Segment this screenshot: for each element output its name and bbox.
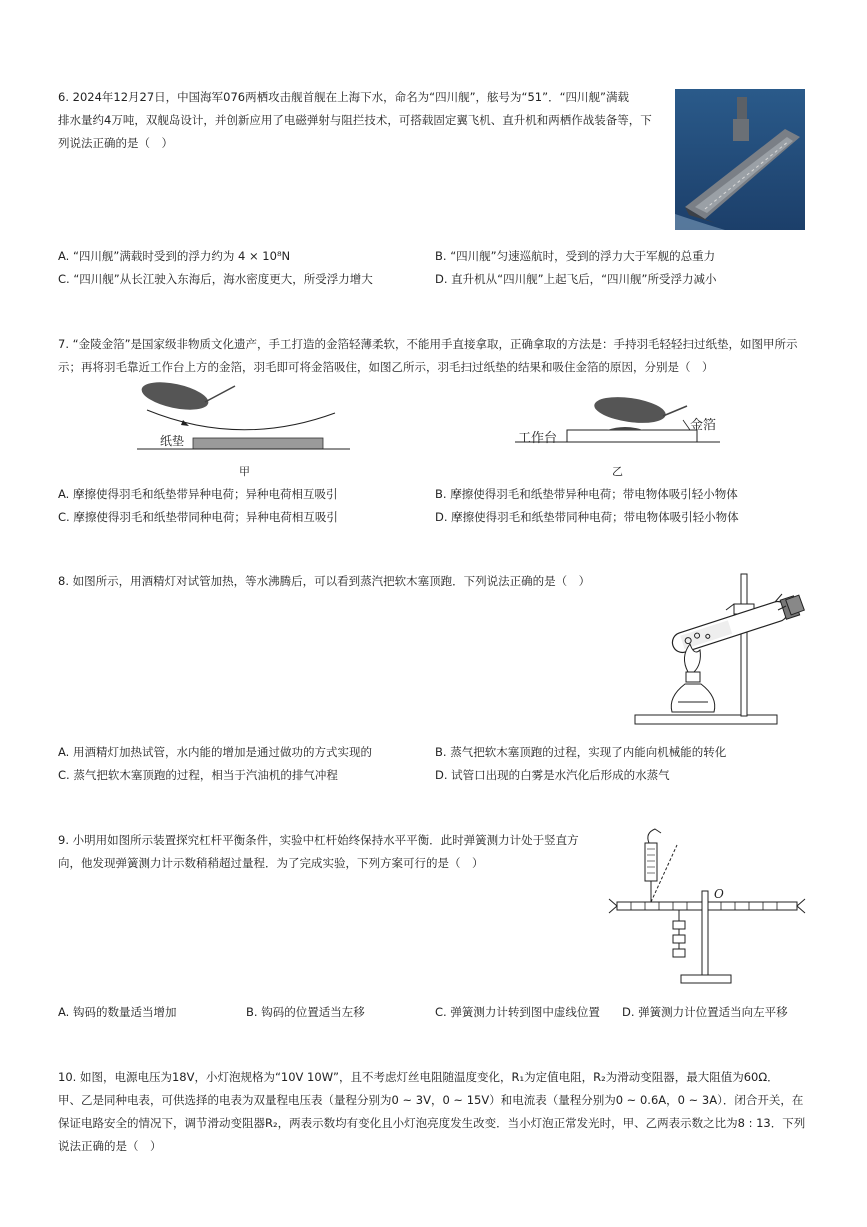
q7-option-d[interactable]: D. 摩擦使得羽毛和纸垫带同种电荷；带电物体吸引轻小物体 [435, 510, 739, 524]
q10-line-4: 说法正确的是（ ） [58, 1139, 162, 1153]
q9-line-2: 向，他发现弹簧测力计示数稍稍超过量程．为了完成实验，下列方案可行的是（ ） [58, 856, 484, 870]
figure-lever-apparatus [605, 825, 810, 990]
label-paper-pad: 纸垫 [160, 434, 185, 448]
q9-option-d[interactable]: D. 弹簧测力计位置适当向左平移 [622, 1005, 788, 1019]
q8-line-1: 8. 如图所示，用酒精灯对试管加热，等水沸腾后，可以看到蒸汽把软木塞顶跑．下列说法正确的是（ ） [58, 574, 591, 588]
q10-line-2: 甲、乙是同种电表，可供选择的电表为双量程电压表（量程分别为0 ~ 3V，0 ~ 15V）和电流表（量程分别为0 ~ 0.6A，0 ~ 3A）．闭合开关，在 [58, 1093, 804, 1107]
caption-yi: 乙 [612, 465, 623, 478]
q9-stem [58, 829, 579, 875]
q6-option-a[interactable]: A. “四川舰”满载时受到的浮力约为 4 × 10⁸N [58, 249, 291, 263]
q7-line-1: 7. “金陵金箔”是国家级非物质文化遗产，手工打造的金箔轻薄柔软，不能用手直接拿取，正确拿取的方法是：手持羽毛轻轻扫过纸垫，如图甲所示 [58, 337, 798, 351]
q6-line-1: 6. 2024年12月27日，中国海军076两栖攻击舰首舰在上海下水，命名为“四川舰”，舷号为“51”．“四川舰”满载 [58, 90, 629, 104]
q8-option-b[interactable]: B. 蒸气把软木塞顶跑的过程，实现了内能向机械能的转化 [435, 745, 727, 759]
q10-stem [58, 1066, 805, 1158]
q8-option-a[interactable]: A. 用酒精灯加热试管，水内能的增加是通过做功的方式实现的 [58, 745, 372, 759]
q9-option-c[interactable]: C. 弹簧测力计转到图中虚线位置 [435, 1005, 600, 1019]
label-work-table: 工作台 [518, 431, 558, 446]
q7-option-c[interactable]: C. 摩擦使得羽毛和纸垫带同种电荷；异种电荷相互吸引 [58, 510, 338, 524]
q7-option-b[interactable]: B. 摩擦使得羽毛和纸垫带异种电荷；带电物体吸引轻小物体 [435, 487, 738, 501]
q6-option-d[interactable]: D. 直升机从“四川舰”上起飞后，“四川舰”所受浮力减小 [435, 272, 717, 286]
q9-option-b[interactable]: B. 钩码的位置适当左移 [246, 1005, 365, 1019]
q7-option-a[interactable]: A. 摩擦使得羽毛和纸垫带异种电荷；异种电荷相互吸引 [58, 487, 338, 501]
q7-line-2: 示；再将羽毛靠近工作台上方的金箔，羽毛即可将金箔吸住，如图乙所示，羽毛扫过纸垫的结果和吸住金箔的原因，分别是（ ） [58, 360, 714, 374]
q8-option-c[interactable]: C. 蒸气把软木塞顶跑的过程，相当于汽油机的排气冲程 [58, 768, 338, 782]
q8-stem [58, 570, 590, 593]
figure-test-tube-apparatus [630, 572, 810, 730]
q10-line-1: 10. 如图，电源电压为18V，小灯泡规格为“10V 10W”，且不考虑灯丝电阻随温度变化，R₁为定值电阻，R₂为滑动变阻器，最大阻值为60Ω． [58, 1070, 779, 1084]
q8-option-d[interactable]: D. 试管口出现的白雾是水汽化后形成的水蒸气 [435, 768, 670, 782]
label-gold-foil: 金箔 [690, 418, 717, 433]
caption-jia: 甲 [239, 465, 250, 478]
q7-stem [58, 333, 798, 379]
q10-line-3: 保证电路安全的情况下，调节滑动变阻器R₂，两表示数均有变化且小灯泡亮度发生改变．当小灯泡正常发光时，甲、乙两表示数之比为8 : 13．下列 [58, 1116, 806, 1130]
q6-line-3: 列说法正确的是（ ） [58, 136, 173, 150]
pivot-label: O [714, 887, 724, 901]
paper-pad [193, 438, 323, 449]
work-table [567, 430, 697, 442]
q9-option-a[interactable]: A. 钩码的数量适当增加 [58, 1005, 177, 1019]
q6-option-c[interactable]: C. “四川舰”从长江驶入东海后，海水密度更大，所受浮力增大 [58, 272, 373, 286]
q9-line-1: 9. 小明用如图所示装置探究杠杆平衡条件，实验中杠杆始终保持水平平衡．此时弹簧测力计处于竖直方 [58, 833, 579, 847]
feather [139, 377, 211, 415]
feather [593, 393, 668, 427]
warship-photo [675, 89, 805, 230]
q6-stem [58, 86, 652, 155]
q6-line-2: 排水量约4万吨，双舰岛设计，并创新应用了电磁弹射与阻拦技术，可搭载固定翼飞机、直升机和两栖作战装备等，下 [58, 113, 652, 127]
q6-option-b[interactable]: B. “四川舰”匀速巡航时，受到的浮力大于军舰的总重力 [435, 249, 716, 263]
